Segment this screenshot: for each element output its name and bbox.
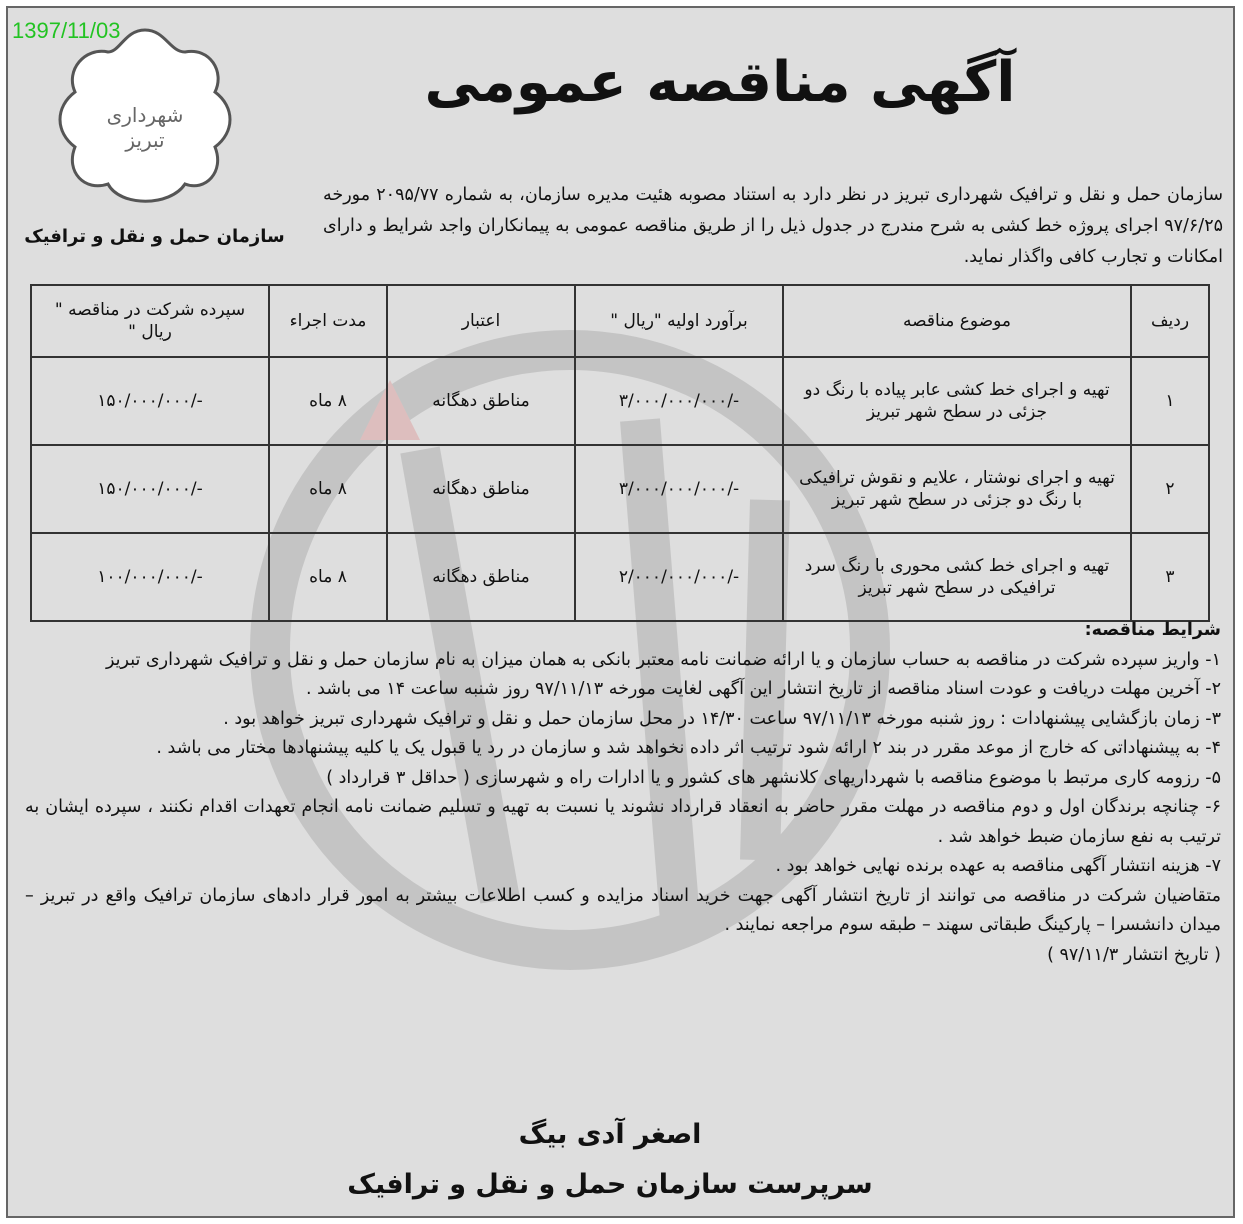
cell-duration: ۸ ماه [269, 533, 387, 621]
cell-estimate: -/۲/۰۰۰/۰۰۰/۰۰۰ [575, 533, 783, 621]
municipality-logo-icon [50, 22, 240, 212]
signature-block [300, 1110, 920, 1210]
table-row [31, 357, 1209, 445]
tender-table [30, 284, 1210, 622]
organization-name: سازمان حمل و نقل و ترافیک [24, 226, 285, 247]
cell-deposit: -/۱۵۰/۰۰۰/۰۰۰ [31, 445, 269, 533]
cell-credit: مناطق دهگانه [387, 533, 575, 621]
intro-paragraph: سازمان حمل و نقل و ترافیک شهرداری تبریز در نظر دارد به استناد مصوبه هئیت مدیره سازمان، به شماره ۲۰۹۵/۷۷ مورخه ۹۷/۶/۲۵ اجرای پروژه خط کشی به شرح مندرج در جدول ذیل را از طریق مناقصه عمومی به پیمانکاران واجد شرایط و دارای امکانات و تجارب کافی واگذار نماید. [323, 185, 1223, 267]
header-estimate: برآورد اولیه "ریال " [575, 285, 783, 357]
signatory-position: سرپرست سازمان حمل و نقل و ترافیک [347, 1169, 873, 1200]
signatory-name: اصغر آدی بیگ [518, 1119, 702, 1150]
cell-deposit: -/۱۵۰/۰۰۰/۰۰۰ [31, 357, 269, 445]
cell-deposit: -/۱۰۰/۰۰۰/۰۰۰ [31, 533, 269, 621]
cell-row-number: ۲ [1131, 445, 1209, 533]
publication-date: ( تاریخ انتشار ۹۷/۱۱/۳ ) [1047, 944, 1221, 965]
conditions-section [25, 616, 1221, 970]
date-stamp: 1397/11/03 [12, 18, 121, 43]
condition-item: ۳- زمان بازگشایی پیشنهادات : روز شنبه مورخه ۹۷/۱۱/۱۳ ساعت ۱۴/۳۰ در محل سازمان حمل و نقل و ترافیک شهرداری تبریز خواهد بود . [223, 708, 1221, 729]
cell-credit: مناطق دهگانه [387, 357, 575, 445]
condition-item: ۲- آخرین مهلت دریافت و عودت اسناد مناقصه از تاریخ انتشار این آگهی لغایت مورخه ۹۷/۱۱/۱۳ روز شنبه ساعت ۱۴ می باشد . [306, 679, 1221, 699]
cell-credit: مناطق دهگانه [387, 445, 575, 533]
cell-duration: ۸ ماه [269, 445, 387, 533]
condition-item: ۱- واریز سپرده شرکت در مناقصه به حساب سازمان و یا ارائه ضمانت نامه معتبر بانکی به همان میزان به نام سازمان حمل و نقل و ترافیک شهرداری تبریز [106, 649, 1221, 670]
cell-duration: ۸ ماه [269, 357, 387, 445]
table-row [31, 445, 1209, 533]
header-deposit: سپرده شرکت در مناقصه " ریال " [31, 285, 269, 357]
conditions-heading: شرایط مناقصه: [1084, 620, 1221, 640]
condition-item: ۶- چنانچه برندگان اول و دوم مناقصه در مهلت مقرر حاضر به انعقاد قرارداد نشوند یا نسبت به تهیه و تسلیم ضمانت نامه انجام تعهدات اقدام نکنند ، سپرده ایشان به ترتیب به نفع سازمان ضبط خواهد شد . [25, 797, 1221, 847]
condition-item: ۷- هزینه انتشار آگهی مناقصه به عهده برنده نهایی خواهد بود . [775, 856, 1221, 876]
condition-item: ۵- رزومه کاری مرتبط با موضوع مناقصه با شهرداریهای کلانشهر های کشور و یا ادارات راه و شهرسازی ( حداقل ۳ قرارداد ) [326, 767, 1221, 788]
cell-subject: تهیه و اجرای خط کشی عابر پیاده با رنگ دو جزئی در سطح شهر تبریز [783, 357, 1131, 445]
condition-item: ۴- به پیشنهاداتی که خارج از موعد مقرر در بند ۲ ارائه شود ترتیب اثر داده نخواهد شد و سازمان در رد یا قبول یک یا کلیه پیشنهادها مختار می باشد . [156, 738, 1221, 758]
header-row-number: ردیف [1131, 285, 1209, 357]
svg-text:تبریز: تبریز [125, 128, 165, 152]
cell-subject: تهیه و اجرای نوشتار ، علایم و نقوش ترافیکی با رنگ دو جزئی در سطح شهر تبریز [783, 445, 1131, 533]
header-duration: مدت اجراء [269, 285, 387, 357]
header-credit: اعتبار [387, 285, 575, 357]
cell-subject: تهیه و اجرای خط کشی محوری با رنگ سرد ترافیکی در سطح شهر تبریز [783, 533, 1131, 621]
inquiry-note: متقاضیان شرکت در مناقصه می توانند از تاریخ انتشار آگهی جهت خرید اسناد مزایده و کسب اطلاعات بیشتر به امور قرار دادهای سازمان ترافیک واقع در تبریز – میدان دانشسرا – پارکینگ طبقاتی سهند – طبقه سوم مراجعه نمایند . [25, 885, 1221, 935]
table-header-row [31, 285, 1209, 357]
header-subject: موضوع مناقصه [783, 285, 1131, 357]
svg-text:شهرداری: شهرداری [106, 103, 184, 127]
cell-row-number: ۱ [1131, 357, 1209, 445]
page-title: آگهی مناقصه عمومی [424, 50, 1016, 115]
cell-estimate: -/۳/۰۰۰/۰۰۰/۰۰۰ [575, 445, 783, 533]
cell-row-number: ۳ [1131, 533, 1209, 621]
cell-estimate: -/۳/۰۰۰/۰۰۰/۰۰۰ [575, 357, 783, 445]
table-row [31, 533, 1209, 621]
